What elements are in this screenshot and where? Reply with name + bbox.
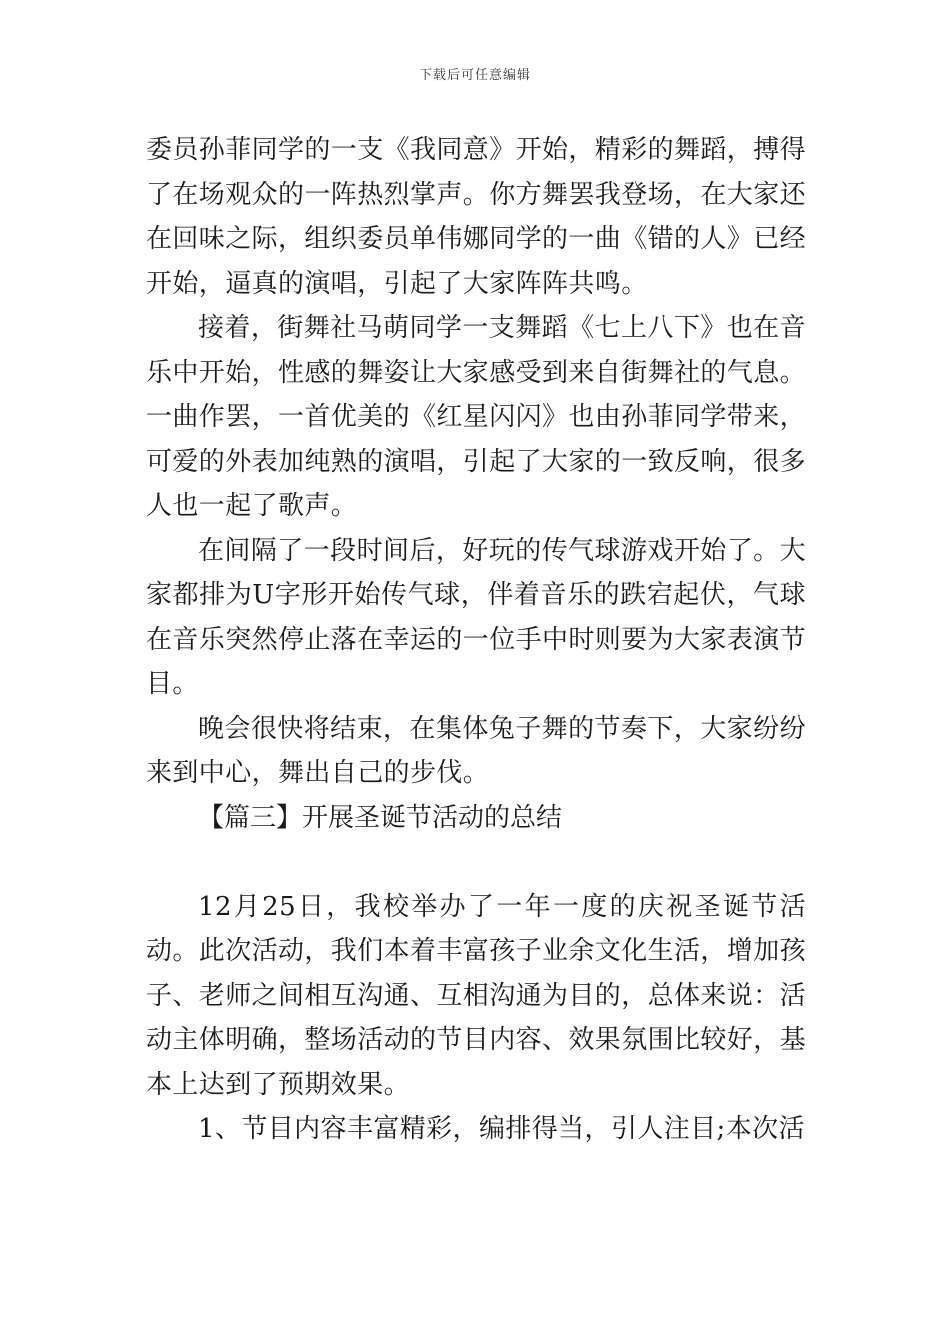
document-body (146, 128, 806, 1152)
blank-line (146, 840, 806, 885)
section-heading: 【篇三】开展圣诞节活动的总结 (198, 802, 563, 833)
paragraph: 1、节目内容丰富精彩，编排得当，引人注目;本次活 (198, 1114, 805, 1144)
paragraph-continued: 委员孙菲同学的一支《我同意》开始，精彩的舞蹈，搏得了在场观众的一阵热烈掌声。你方舞罢我登场，在大家还在回味之际，组织委员单伟娜同学的一曲《错的人》已经开始，逼真的演唱，引起了大家阵阵共鸣。 (146, 135, 807, 299)
paragraph: 在间隔了一段时间后，好玩的传气球游戏开始了。大家都排为U字形开始传气球，伴着音乐的跌宕起伏，气球在音乐突然停止落在幸运的一位手中时则要为大家表演节目。 (146, 535, 807, 699)
paragraph: 接着，街舞社马萌同学一支舞蹈《七上八下》也在音乐中开始，性感的舞姿让大家感受到来自街舞社的气息。一曲作罢，一首优美的《红星闪闪》也由孙菲同学带来，可爱的外表加纯熟的演唱，引起了大家的一致反响，很多人也一起了歌声。 (146, 313, 807, 521)
header-note: 下载后可任意编辑 (418, 68, 531, 83)
paragraph: 晚会很快将结束，在集体兔子舞的节奏下，大家纷纷来到中心，舞出自己的步伐。 (146, 713, 806, 788)
paragraph: 12月25日，我校举办了一年一度的庆祝圣诞节活动。此次活动，我们本着丰富孩子业余文化生活，增加孩子、老师之间相互沟通、互相沟通为目的，总体来说：活动主体明确，整场活动的节目内容、效果氛围比较好，基本上达到了预期效果。 (146, 891, 807, 1100)
